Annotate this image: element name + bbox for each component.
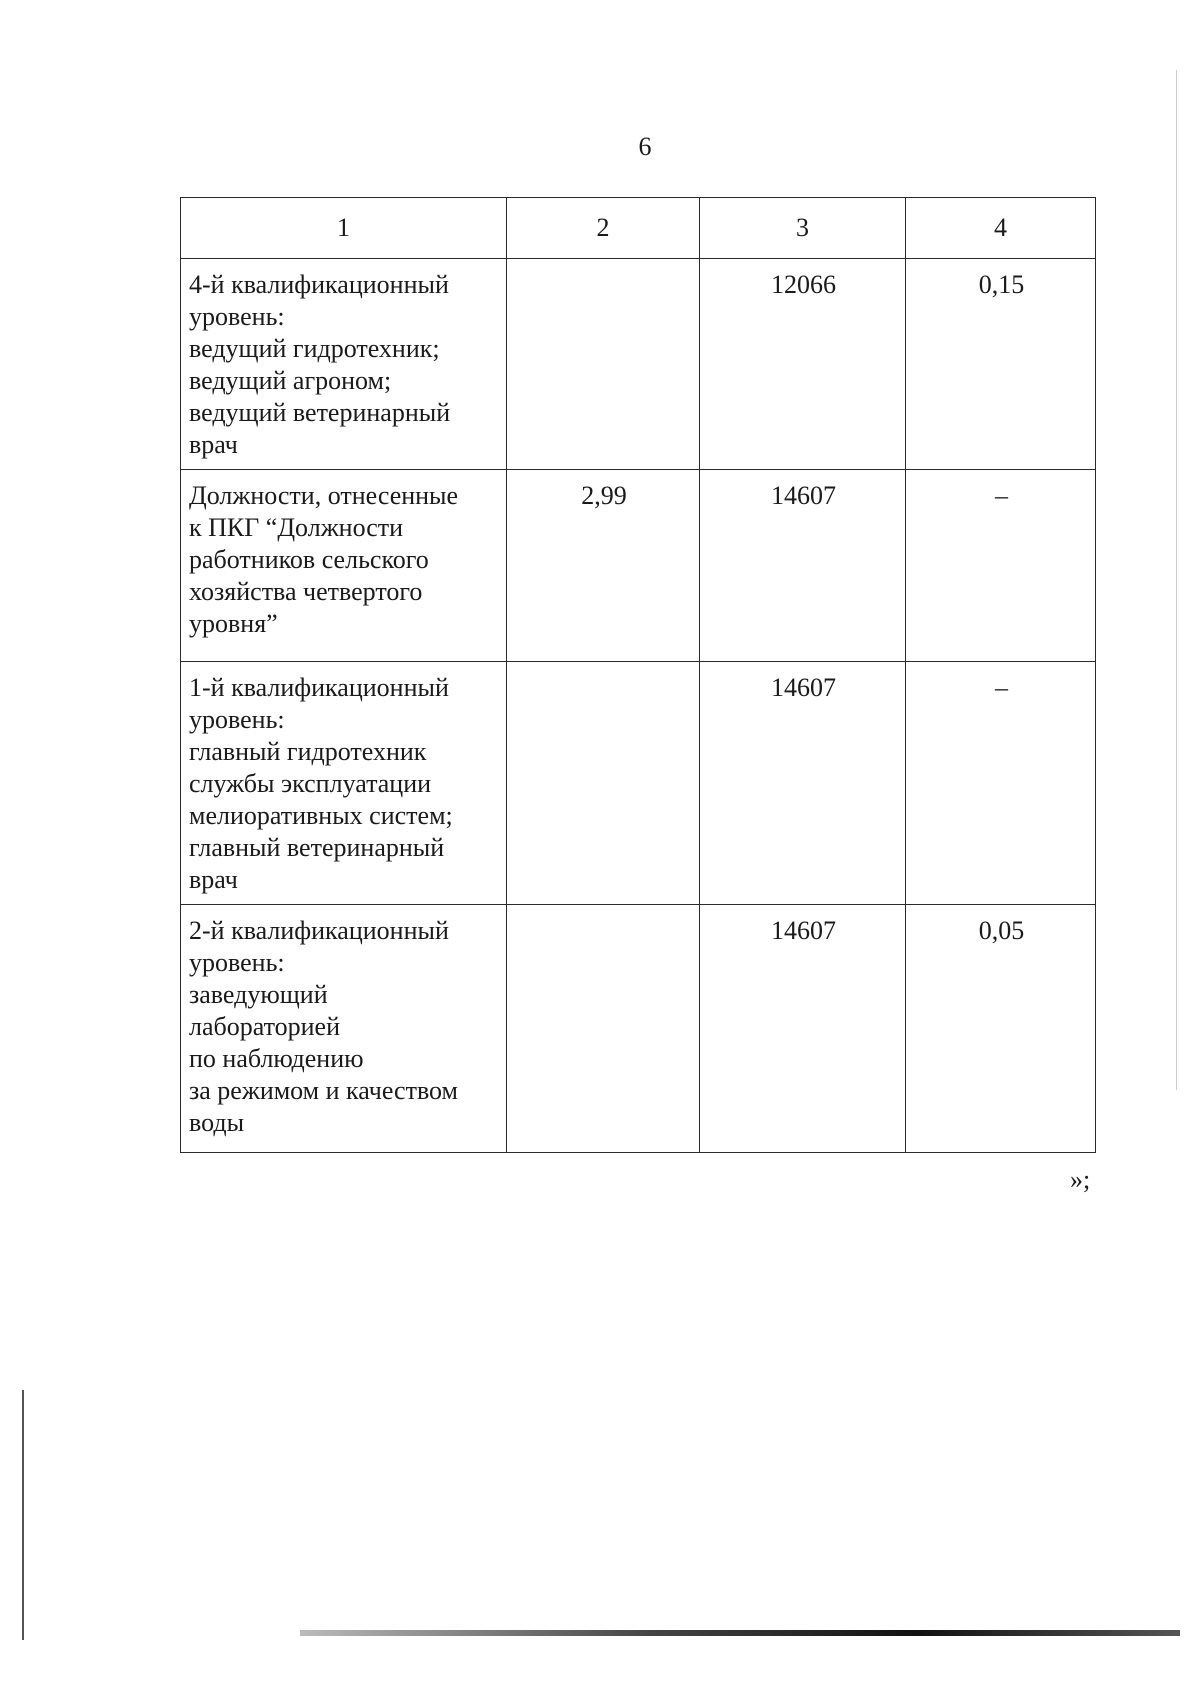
position-name-line: ведущий гидротехник;	[189, 334, 440, 363]
position-name-line: уровень:	[189, 302, 285, 331]
position-name-line: врач	[189, 865, 238, 894]
position-name-line: службы эксплуатации	[189, 769, 432, 798]
position-name-line: врач	[189, 430, 238, 459]
position-name-line: Должности, отнесенные	[189, 481, 459, 510]
coefficient-cell	[507, 662, 700, 905]
position-name-line: за режимом и качеством	[189, 1076, 459, 1105]
header-cell: 3	[700, 198, 906, 259]
scan-bottom-line	[300, 1630, 1180, 1636]
increase-coefficient-cell: –	[906, 662, 1096, 905]
salary-cell: 12066	[700, 259, 906, 470]
salary-cell: 14607	[700, 662, 906, 905]
increase-coefficient-cell: 0,15	[906, 259, 1096, 470]
position-name-line: 2-й квалификационный	[189, 916, 449, 945]
position-name-line: к ПКГ “Должности	[189, 513, 404, 542]
position-name-line: 1-й квалификационный	[189, 673, 449, 702]
coefficient-cell: 2,99	[507, 470, 700, 662]
position-name-cell	[181, 905, 507, 1153]
increase-coefficient-cell: –	[906, 470, 1096, 662]
position-name-line: мелиоративных систем;	[189, 801, 453, 830]
position-name-line: уровень:	[189, 948, 285, 977]
coefficient-cell	[507, 905, 700, 1153]
page-number: 6	[638, 132, 652, 161]
increase-coefficient-cell: 0,05	[906, 905, 1096, 1153]
position-name-line: уровня”	[189, 609, 278, 638]
table-header-row	[181, 198, 1096, 259]
table-row	[181, 259, 1096, 470]
position-name-line: главный ветеринарный	[189, 833, 445, 862]
position-name-line: главный гидротехник	[189, 737, 427, 766]
salary-table	[180, 197, 1096, 1153]
header-cell: 2	[507, 198, 700, 259]
position-name-line: по наблюдению	[189, 1044, 364, 1073]
table-row	[181, 662, 1096, 905]
position-name-line: работников сельского	[189, 545, 429, 574]
header-cell: 4	[906, 198, 1096, 259]
position-name-cell	[181, 470, 507, 662]
coefficient-cell	[507, 259, 700, 470]
position-name-line: лабораторией	[189, 1012, 340, 1041]
position-name-line: уровень:	[189, 705, 285, 734]
header-cell: 1	[181, 198, 507, 259]
scan-edge-line	[1176, 70, 1177, 1090]
position-name-cell	[181, 662, 507, 905]
scan-edge-line	[22, 1390, 24, 1640]
position-name-line: заведующий	[189, 980, 328, 1009]
position-name-line: ведущий ветеринарный	[189, 398, 451, 427]
closing-quote-mark: »;	[1070, 1165, 1091, 1194]
position-name-line: хозяйства четвертого	[189, 577, 423, 606]
position-name-line: 4-й квалификационный	[189, 270, 449, 299]
position-name-cell	[181, 259, 507, 470]
salary-cell: 14607	[700, 905, 906, 1153]
salary-cell: 14607	[700, 470, 906, 662]
table-row	[181, 470, 1096, 662]
position-name-line: ведущий агроном;	[189, 366, 392, 395]
table-row	[181, 905, 1096, 1153]
position-name-line: воды	[189, 1108, 245, 1137]
